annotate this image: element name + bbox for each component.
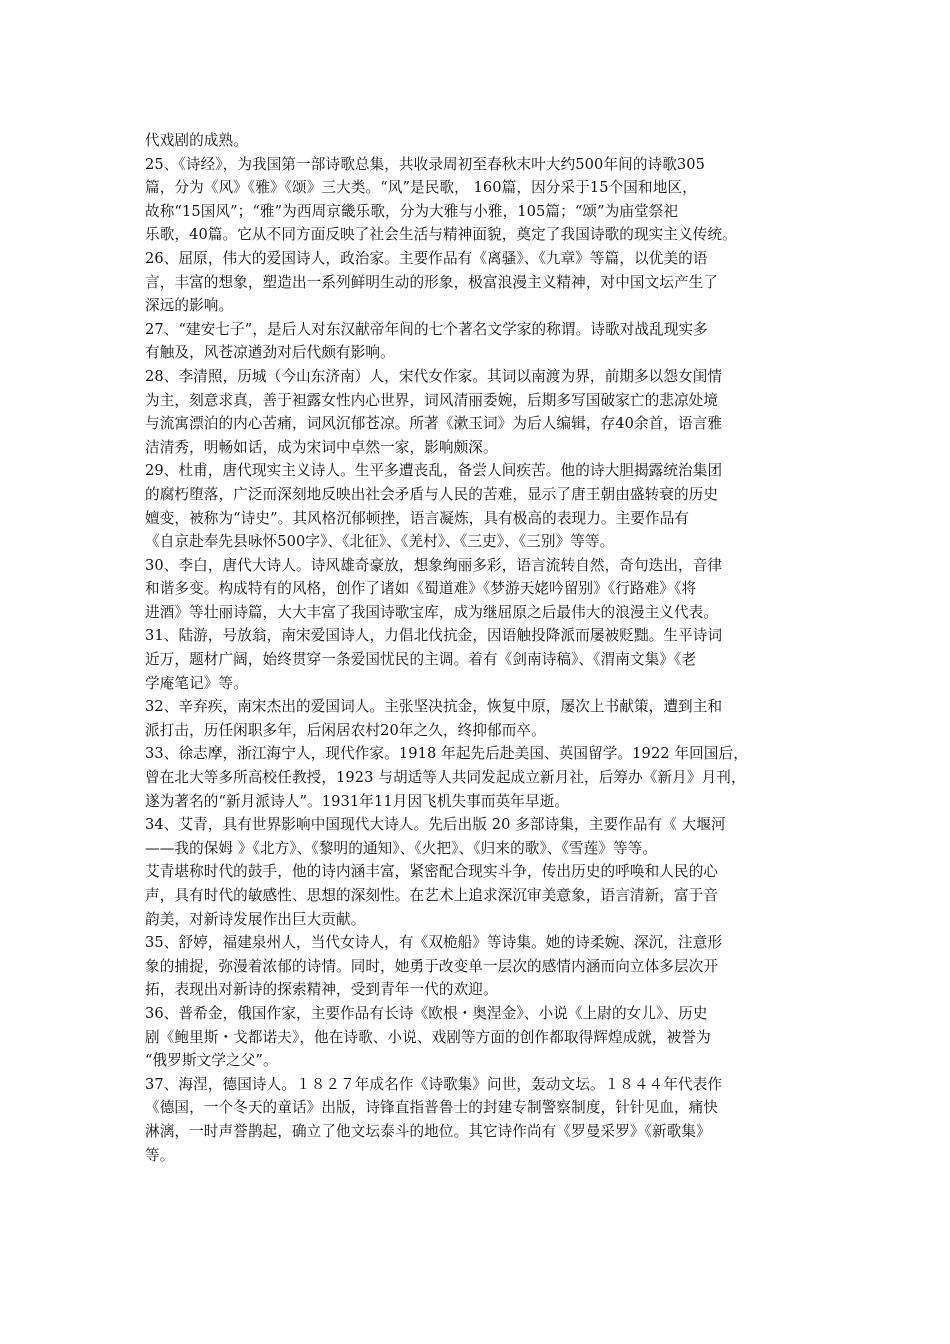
text-line: 和谐多变。构成特有的风格，创作了诸如《蜀道难》《梦游天姥吟留别》《行路难》《将 <box>145 580 697 598</box>
text-line: 篇，分为《风》《雅》《颂》三大类。“风”是民歌， 160篇，因分采于15个国和地区， <box>145 179 697 197</box>
text-line: 《德国，一个冬天的童话》出版，诗锋直指普鲁士的封建专制警察制度，针针见血，痛快 <box>145 1099 719 1117</box>
text-line: 深远的影响。 <box>145 297 234 315</box>
text-line: 25、《诗经》，为我国第一部诗歌总集，共收录周初至春秋末叶大约500年间的诗歌305 <box>145 155 706 173</box>
text-line: 声，具有时代的敏感性、思想的深刻性。在艺术上追求深沉审美意象，语言清新，富于音 <box>145 887 719 904</box>
text-line: 37、海涅，德国诗人。１８２７年成名作《诗歌集》问世，轰动文坛。１８４４年代表作 <box>145 1075 723 1093</box>
text-line: 30、李白，唐代大诗人。诗风雄奇豪放，想象绚丽多彩，语言流转自然，奇句迭出，音律 <box>145 556 723 574</box>
text-line: 32、辛弃疾，南宋杰出的爱国词人。主张坚决抗金，恢复中原，屡次上书献策，遭到主和 <box>145 698 723 716</box>
text-line: 艾青堪称时代的鼓手，他的诗内涵丰富，紧密配合现实斗争，传出历史的呼唤和人民的心 <box>145 863 719 881</box>
text-line: 为主，刻意求真，善于袒露女性内心世界，词风清丽委婉，后期多写国破家亡的悲凉处境 <box>145 391 719 409</box>
text-line: 言，丰富的想象，塑造出一系列鲜明生动的形象，极富浪漫主义精神，对中国文坛产生了 <box>145 273 719 291</box>
text-line: 35、舒婷，福建泉州人，当代女诗人，有《双桅船》等诗集。她的诗柔婉、深沉，注意形 <box>145 934 723 952</box>
text-line: 学庵笔记》等。 <box>145 674 248 692</box>
text-line: 剧《鲍里斯・戈都诺夫》，他在诗歌、小说、戏剧等方面的创作都取得辉煌成就，被誉为 <box>145 1028 711 1046</box>
text-line: 嬗变，被称为“诗史”。其风格沉郁顿挫，语言凝炼，具有极高的表现力。主要作品有 <box>145 509 690 527</box>
text-line: 韵美，对新诗发展作出巨大贡献。 <box>145 910 366 928</box>
text-line: 等。 <box>145 1146 175 1164</box>
text-line: 进酒》等壮丽诗篇，大大丰富了我国诗歌宝库，成为继屈原之后最伟大的浪漫主义代表。 <box>145 603 719 621</box>
text-line: 拓，表现出对新诗的探索精神，受到青年一代的欢迎。 <box>145 981 498 999</box>
text-line: 曾在北大等多所高校任教授，1923 与胡适等人共同发起成立新月社，后筹办《新月》月刊， <box>145 769 746 787</box>
text-line: 《自京赴奉先县咏怀500字》、《北征》、《羌村》、《三吏》、《三别》等等。 <box>145 533 615 551</box>
text-line: “俄罗斯文学之父”。 <box>145 1052 278 1070</box>
text-line: 33、徐志摩，浙江海宁人，现代作家。1918 年起先后赴美国、英国留学。1922 年回国后， <box>145 745 748 763</box>
text-line: 36、普希金，俄国作家，主要作品有长诗《欧根・奥涅金》、小说《上尉的女儿》、历史 <box>145 1004 708 1022</box>
text-line: 故称“15国风”；“雅”为西周京畿乐歌，分为大雅与小雅，105篇；“颂”为庙堂祭祀 <box>145 202 679 220</box>
text-line: 26、屈原，伟大的爱国诗人，政治家。主要作品有《离骚》、《九章》等篇，以优美的语 <box>145 249 708 267</box>
text-line: 34、艾青，具有世界影响中国现代大诗人。先后出版 20 多部诗集，主要作品有《 大堰河 <box>145 816 726 834</box>
text-line: 代戏剧的成熟。 <box>145 132 248 149</box>
text-line: 27、“建安七子”，是后人对东汉献帝年间的七个著名文学家的称谓。诗歌对战乱现实多 <box>145 320 708 338</box>
text-line: 的腐朽堕落，广泛而深刻地反映出社会矛盾与人民的苦难，显示了唐王朝由盛转衰的历史 <box>145 485 719 503</box>
text-line: 29、杜甫，唐代现实主义诗人。生平多遭丧乱，备尝人间疾苦。他的诗大胆揭露统治集团 <box>145 462 723 480</box>
text-line: 淋漓，一时声誉鹊起，确立了他文坛泰斗的地位。其它诗作尚有《罗曼采罗》《新歌集》 <box>145 1122 711 1140</box>
document-body <box>145 129 813 1167</box>
text-line: ——我的保姆 》《北方》、《黎明的通知》、《火把》、《归来的歌》、《雪莲》等等。 <box>145 839 658 857</box>
text-line: 31、陆游，号放翁，南宋爱国诗人，力倡北伐抗金，因语触投降派而屡被贬黜。生平诗词 <box>145 627 723 645</box>
text-line: 派打击，历任闲职多年，后闲居农村20年之久，终抑郁而卒。 <box>145 721 546 739</box>
text-line: 洁清秀，明畅如话，成为宋词中卓然一家，影响颇深。 <box>145 438 498 456</box>
text-line: 近万，题材广阔，始终贯穿一条爱国忧民的主调。着有《剑南诗稿》、《渭南文集》《老 <box>145 651 697 669</box>
text-line: 有触及，风苍凉遒劲对后代颇有影响。 <box>145 344 395 362</box>
text-line: 象的捕捉，弥漫着浓郁的诗情。同时，她勇于改变单一层次的感情内涵而向立体多层次开 <box>145 957 719 975</box>
text-line: 28、李清照，历城（今山东济南）人，宋代女作家。其词以南渡为界，前期多以怨女闺情 <box>145 367 723 385</box>
text-line: 乐歌，40篇。它从不同方面反映了社会生活与精神面貌，奠定了我国诗歌的现实主义传统。 <box>145 226 737 244</box>
text-line: 与流寓漂泊的内心苦痛，词风沉郁苍凉。所著《漱玉词》为后人编辑，存40余首，语言雅 <box>145 415 723 433</box>
text-line: 遂为著名的“新月派诗人”。1931年11月因飞机失事而英年早逝。 <box>145 792 570 810</box>
